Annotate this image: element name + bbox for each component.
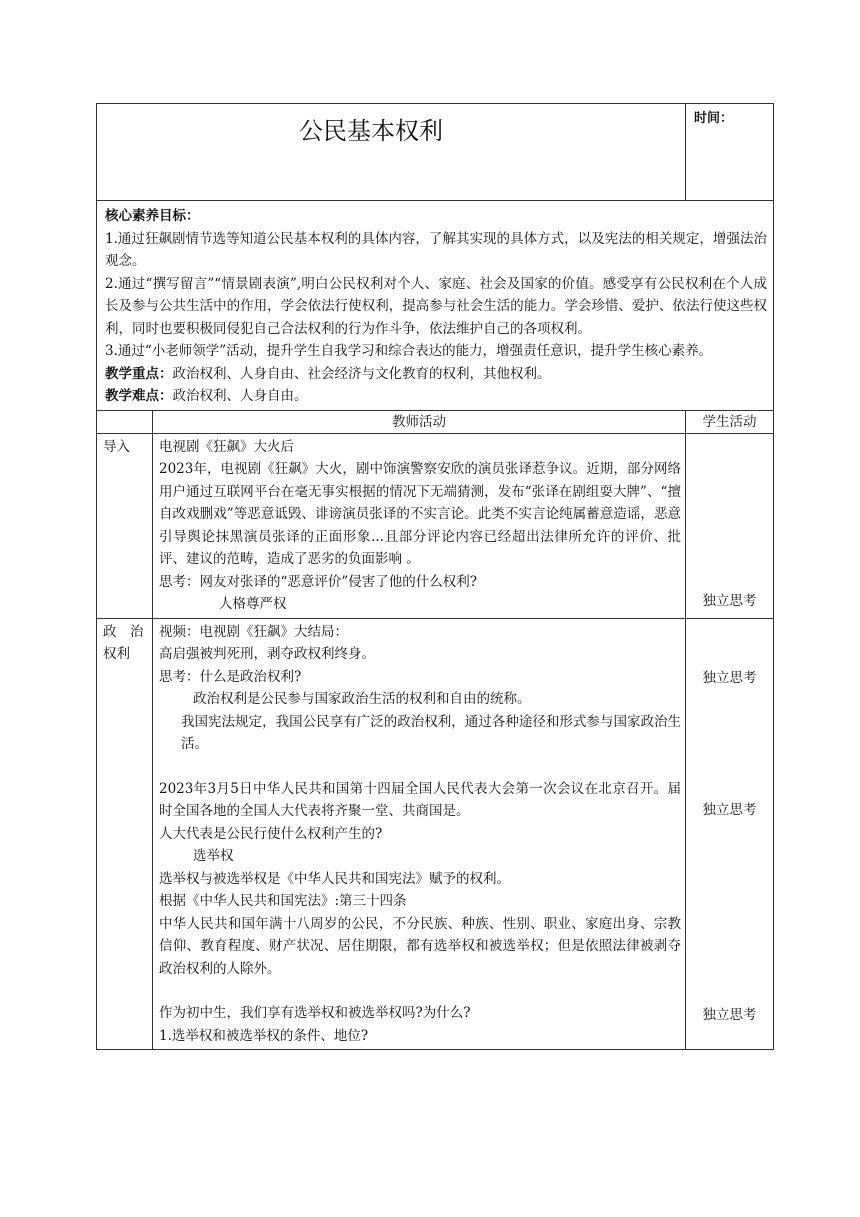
- intro-row: [97, 433, 774, 618]
- political-row: [97, 618, 774, 1050]
- key-points-text: 政治权利、人身自由、社会经济与文化教育的权利，其他权利。: [172, 365, 551, 382]
- political-student-activity-1: 独立思考: [702, 669, 757, 686]
- political-label-cell: [97, 618, 153, 1050]
- teacher-activity-header: 教师活动: [153, 410, 686, 433]
- political-label-line-1: 政 治: [103, 623, 144, 640]
- difficult-points-text: 政治权利、人身自由。: [172, 388, 308, 404]
- political-label-line-2: 权利: [103, 646, 130, 662]
- title-row: [97, 104, 774, 201]
- political-student-cell: [686, 618, 774, 1050]
- objectives-row: [97, 201, 774, 411]
- page-title: 公民基本权利: [299, 117, 443, 145]
- political-line-11: 中华人民共和国年满十八周岁的公民，不分民族、种族、性别、职业、家庭出身、宗教信仰、教育程度、财产状况、居住期限，都有选举权和被选举权；但是依照法律被剥夺政治权利的人除外。: [159, 915, 681, 977]
- objective-item-2: 2.通过“撰写留言”“情景剧表演”,明白公民权利对个人、家庭、社会及国家的价值。感受享有公民权利在个人成长及参与公共生活中的作用，学会依法行使权利，提高参与社会生活的能力。学会珍惜、爱护、依法行使这些权利，同时也要积极同侵犯自己合法权利的行为作斗争，依法维护自己的各项权利。: [105, 275, 767, 337]
- political-student-activity-2: 独立思考: [702, 801, 757, 818]
- objective-item-3: 3.通过“小老师领学”活动，提升学生自我学习和综合表达的能力，增强责任意识，提升学生核心素养。: [105, 343, 713, 359]
- student-activity-header: 学生活动: [686, 410, 774, 433]
- intro-student-cell: [686, 433, 774, 618]
- difficult-points-label: 教学难点：: [105, 388, 173, 404]
- time-cell: [686, 104, 774, 201]
- intro-line-1: 电视剧《狂飙》大火后: [159, 438, 294, 455]
- key-points: [105, 363, 767, 386]
- intro-line-2: 2023年，电视剧《狂飙》大火，剧中饰演警察安欣的演员张译惹争议。近期，部分网络用户通过互联网平台在毫无事实根据的情况下无端猜测，发布“张译在剧组耍大牌”、“擅自改戏删戏”等恶意诋毁、诽谤演员张译的不实言论。此类不实言论纯属蓄意造谣，恶意引导舆论抹黑演员张译的正面形象...且部分评论内容已经超出法律所允许的评价、批评、建议的范畴，造成了恶劣的负面影响 。: [159, 461, 681, 567]
- political-line-1: 视频：电视剧《狂飙》大结局：: [159, 623, 348, 640]
- intro-answer: 人格尊严权: [219, 596, 287, 612]
- political-line-6: 2023年3月5日中华人民共和国第十四届全国人民代表大会第一次会议在北京召开。届时全国各地的全国人大代表将齐聚一堂、共商国是。: [159, 780, 681, 819]
- lesson-plan: [96, 103, 773, 1050]
- political-line-3: 思考：什么是政治权利?: [159, 668, 302, 685]
- objectives-cell: [97, 201, 774, 411]
- political-line-8: 选举权: [193, 848, 234, 864]
- political-content: [153, 618, 686, 1050]
- political-line-5: 我国宪法规定，我国公民享有广泛的政治权利，通过各种途径和形式参与国家政治生活。: [181, 713, 681, 752]
- time-label: 时间：: [694, 111, 734, 126]
- political-line-9: 选举权与被选举权是《中华人民共和国宪法》赋予的权利。: [159, 870, 510, 887]
- column-header-row: [97, 410, 774, 433]
- difficult-points: [105, 385, 767, 408]
- key-points-label: 教学重点：: [105, 365, 173, 382]
- intro-student-activity: 独立思考: [702, 592, 757, 609]
- political-line-7: 人大代表是公民行使什么权利产生的?: [159, 825, 383, 842]
- objectives-heading: 核心素养目标：: [105, 208, 200, 224]
- political-line-10: 根据《中华人民共和国宪法》:第三十四条: [159, 893, 407, 909]
- political-line-4: 政治权利是公民参与国家政治生活的权利和自由的统称。: [193, 691, 531, 707]
- objective-item-1: 1.通过狂飙剧情节选等知道公民基本权利的具体内容，了解其实现的具体方式，以及宪法的相关规定，增强法治观念。: [105, 230, 767, 269]
- political-student-activity-3: 独立思考: [702, 1006, 757, 1023]
- intro-label: 导入: [97, 433, 153, 618]
- intro-line-3: 思考：网友对张译的“恶意评价”侵害了他的什么权利?: [159, 573, 478, 590]
- political-line-2: 高启强被判死刑，剥夺政权利终身。: [159, 646, 375, 662]
- political-line-12: 作为初中生，我们享有选举权和被选举权吗?为什么?: [159, 1005, 471, 1021]
- intro-content: [153, 433, 686, 618]
- title-cell: [97, 104, 686, 201]
- header-blank-cell: [97, 410, 153, 433]
- political-line-13: 1.选举权和被选举权的条件、地位?: [159, 1027, 369, 1044]
- lesson-table: [96, 103, 774, 1050]
